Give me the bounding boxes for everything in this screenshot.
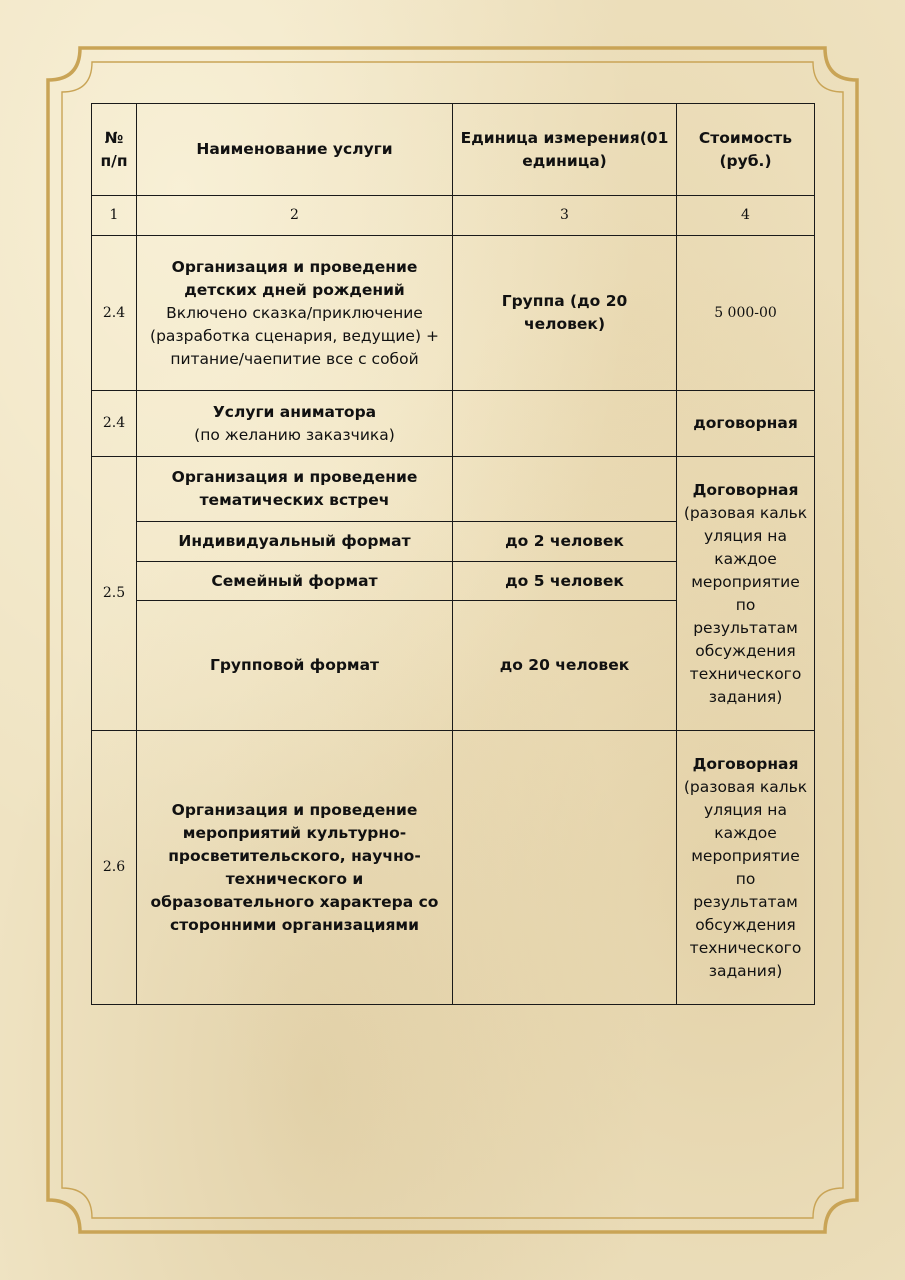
- service-description: (по желанию заказчика): [194, 425, 395, 444]
- row-number: 2.4: [92, 391, 137, 457]
- column-index-row: [92, 196, 815, 236]
- service-cell: [137, 391, 453, 457]
- format-name: Семейный формат: [137, 562, 453, 601]
- row-number: 2.6: [92, 731, 137, 1005]
- header-unit: Единица измерения(01 единица): [453, 104, 677, 196]
- row-number: 2.5: [92, 457, 137, 731]
- price-note: (разовая кальк уляция на каждое мероприятие по результатам обсуждения технического задания): [683, 503, 808, 706]
- price-cell: [677, 731, 815, 1005]
- column-index: 1: [92, 196, 137, 236]
- table-row: [92, 391, 815, 457]
- table-row: [92, 236, 815, 391]
- service-title: Организация и проведение мероприятий культурно-просветительского, научно-технического и образовательного характера со сторонними организациями: [137, 731, 453, 1005]
- header-number: № п/п: [92, 104, 137, 196]
- service-description: Включено сказка/приключение (разработка сценария, ведущие) + питание/чаепитие все с собой: [150, 303, 439, 368]
- service-title: Организация и проведение тематических встреч: [137, 457, 453, 522]
- format-name: Индивидуальный формат: [137, 522, 453, 562]
- column-index: 3: [453, 196, 677, 236]
- column-index: 2: [137, 196, 453, 236]
- service-title: Услуги аниматора: [212, 402, 377, 421]
- unit-cell: [453, 391, 677, 457]
- table-row: [92, 731, 815, 1005]
- service-title: Организация и проведение детских дней рождений: [171, 257, 418, 299]
- header-service-name: Наименование услуги: [137, 104, 453, 196]
- unit-cell: Группа (до 20 человек): [453, 236, 677, 391]
- table-header-row: [92, 104, 815, 196]
- unit-cell: [453, 457, 677, 522]
- price-table: [91, 103, 815, 1005]
- format-name: Групповой формат: [137, 601, 453, 731]
- price-cell: [677, 457, 815, 731]
- price-title: Договорная: [692, 480, 799, 499]
- format-unit: до 2 человек: [453, 522, 677, 562]
- price-title: Договорная: [692, 754, 799, 773]
- service-cell: [137, 236, 453, 391]
- table-row: [92, 457, 815, 522]
- format-unit: до 5 человек: [453, 562, 677, 601]
- header-price: Стоимость (руб.): [677, 104, 815, 196]
- price-note: (разовая кальк уляция на каждое мероприятие по результатам обсуждения технического задания): [683, 777, 808, 980]
- price-cell: договорная: [677, 391, 815, 457]
- format-unit: до 20 человек: [453, 601, 677, 731]
- price-cell: 5 000-00: [677, 236, 815, 391]
- unit-cell: [453, 731, 677, 1005]
- column-index: 4: [677, 196, 815, 236]
- row-number: 2.4: [92, 236, 137, 391]
